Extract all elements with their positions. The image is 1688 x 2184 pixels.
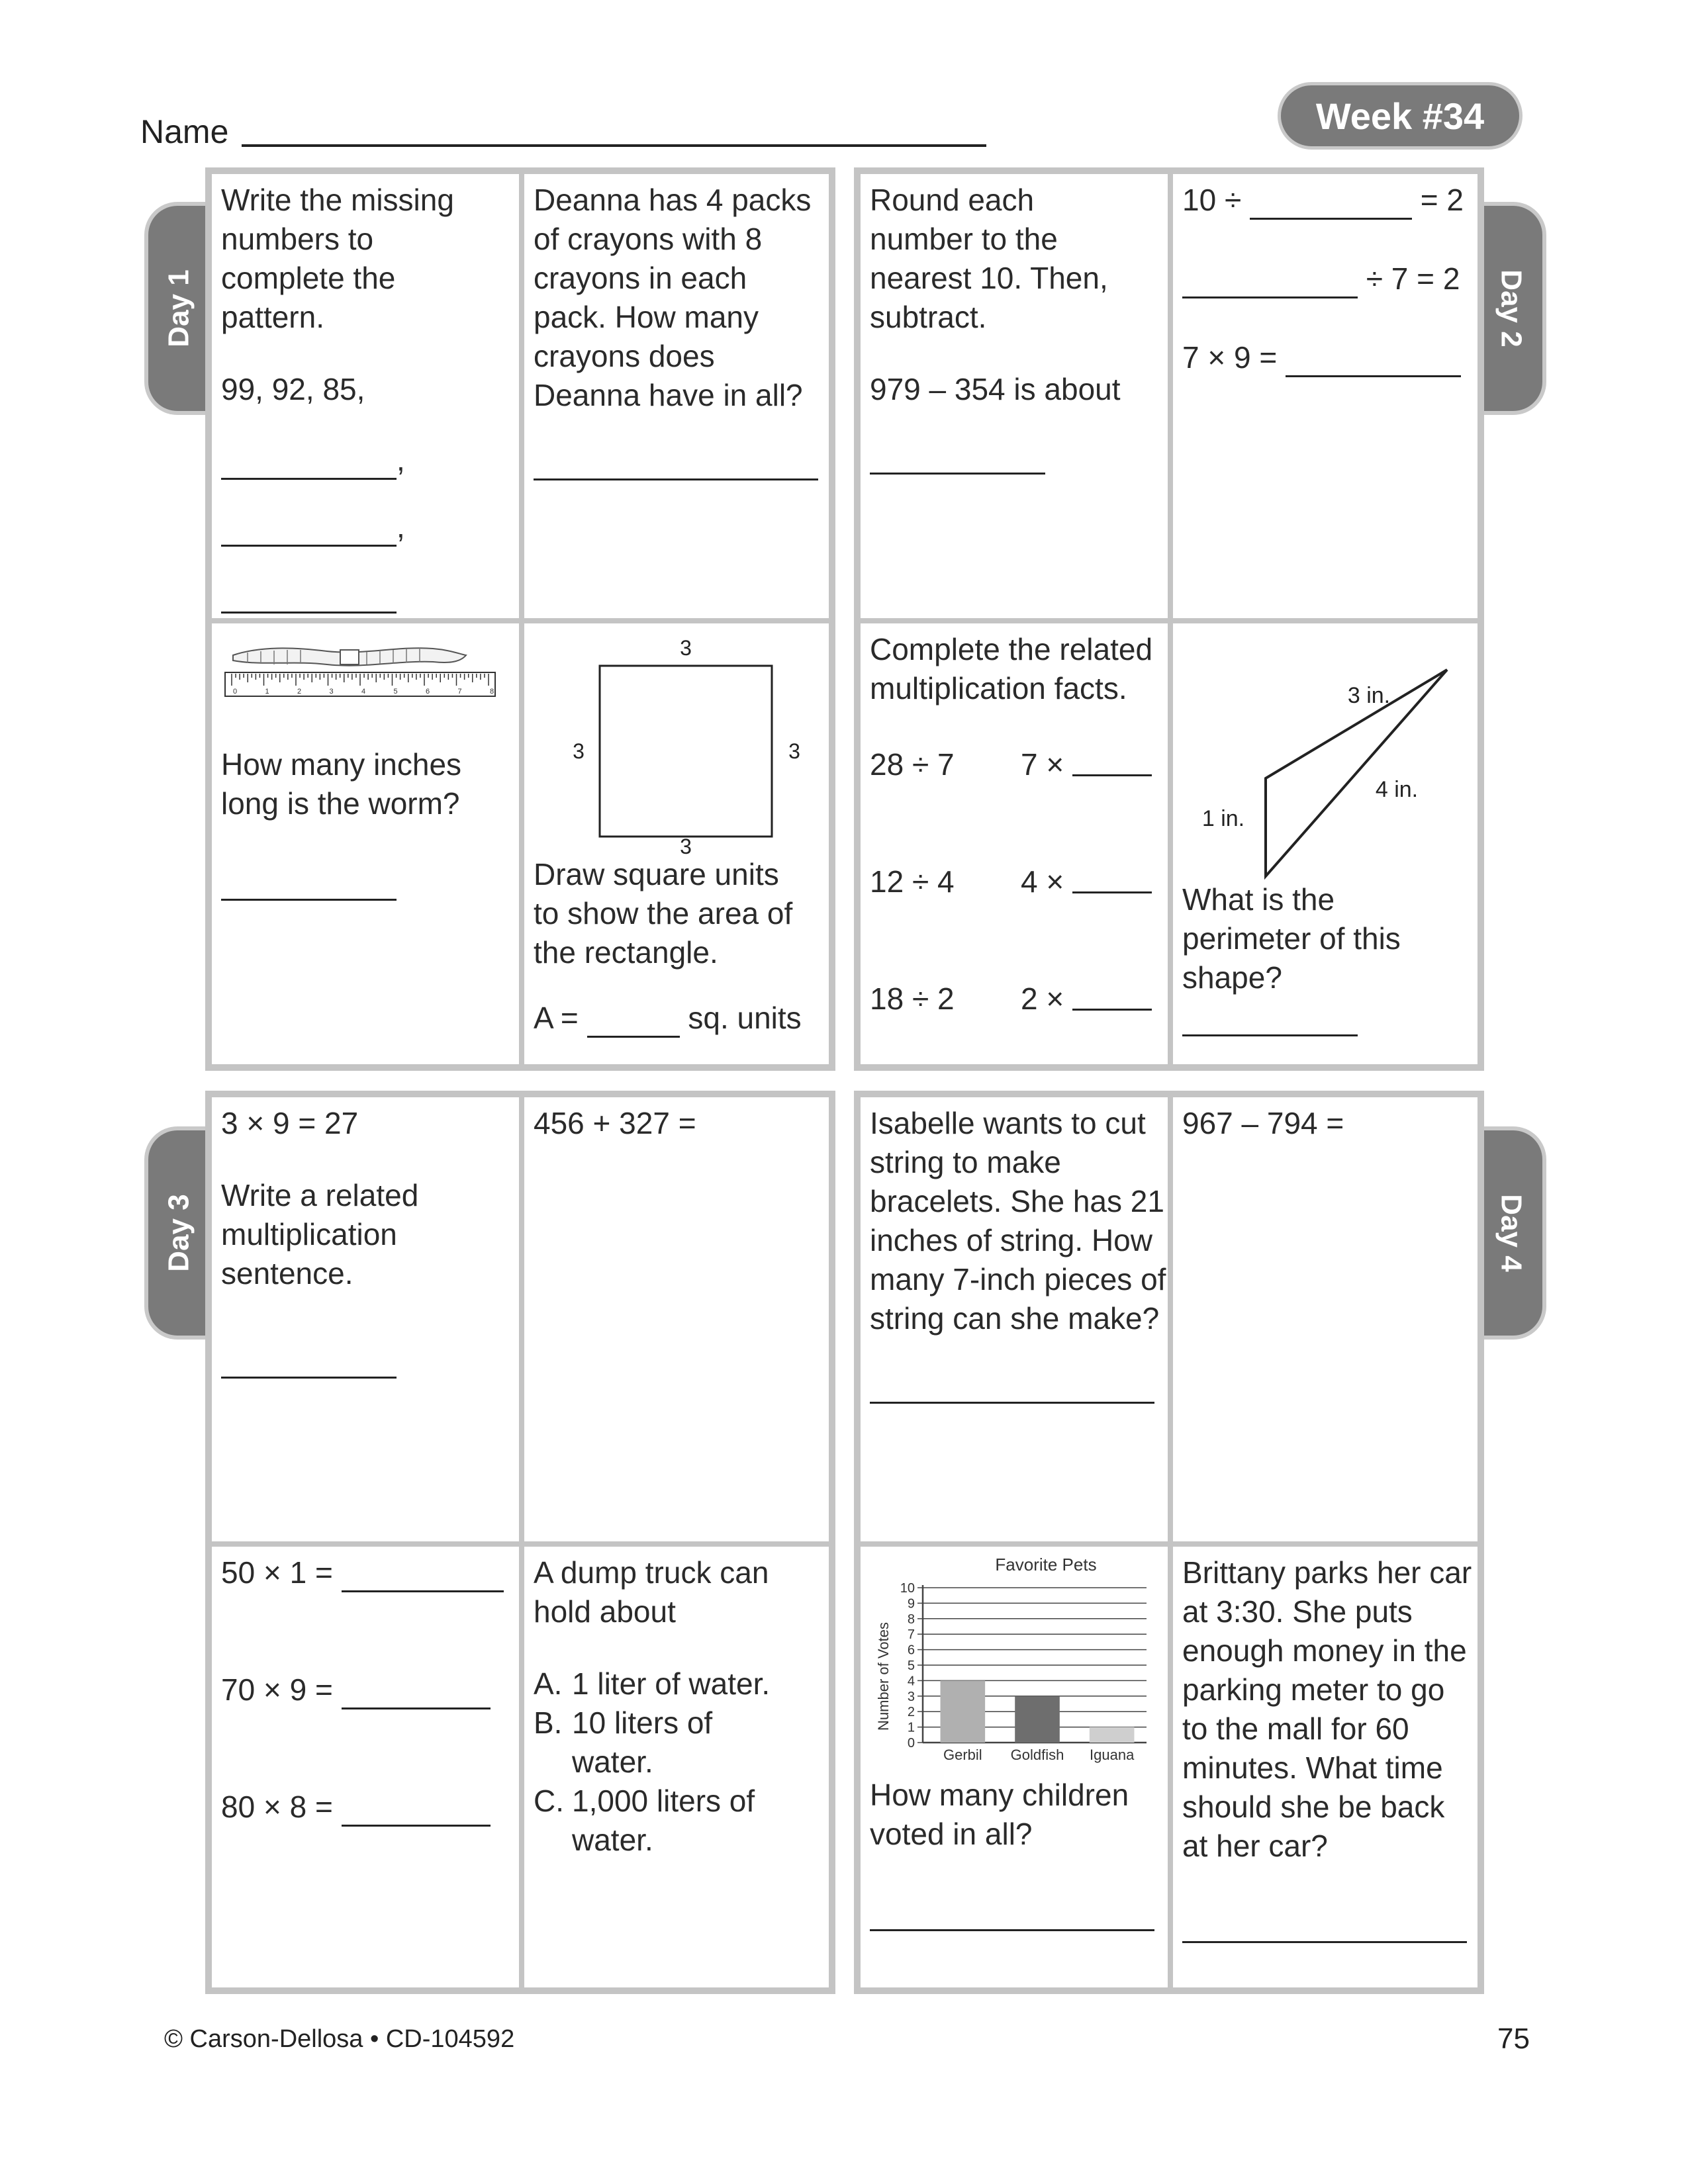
- chart-y-tick-label: 9: [907, 1596, 915, 1612]
- addition-problem: 456 + 327 =: [534, 1106, 696, 1140]
- triangle-label-right: 4 in.: [1375, 777, 1419, 802]
- chart-y-tick-label: 3: [907, 1689, 915, 1704]
- square-shape: [600, 666, 772, 837]
- triangle-label-left: 1 in.: [1201, 806, 1245, 831]
- parking-prompt: Brittany parks her car at 3:30. She puts enough money in the parking meter to go to the mall for 60 minutes. What time should she be back at her car?: [1182, 1555, 1472, 1863]
- chart-bar-goldfish: [1015, 1696, 1060, 1743]
- ruler-tick-label: 5: [393, 688, 398, 696]
- chart-title: Favorite Pets: [995, 1555, 1097, 1574]
- worm-ruler-illustration: [221, 634, 499, 707]
- chart-y-tick-label: 4: [907, 1674, 915, 1689]
- related-answer-1[interactable]: [1072, 745, 1152, 776]
- chart-y-tick-label: 0: [907, 1736, 915, 1751]
- name-label: Name: [140, 113, 229, 150]
- chart-y-tick-label: 10: [900, 1581, 915, 1596]
- favorite-pets-chart: [861, 1551, 1152, 1776]
- multiply-cell: 50 × 1 = 70 × 9 = 80 × 8 =: [209, 1544, 522, 1990]
- division-answer-1[interactable]: [1250, 189, 1412, 220]
- name-field[interactable]: [242, 144, 986, 147]
- pattern-answer-2[interactable]: [221, 516, 397, 547]
- string-answer[interactable]: [870, 1373, 1154, 1404]
- chart-y-axis-label: Number of Votes: [875, 1622, 892, 1731]
- truck-choice-a[interactable]: A. 1 liter of water.: [534, 1666, 771, 1701]
- round-cell: [858, 171, 1170, 621]
- perimeter-question: What is the perimeter of this shape?: [1182, 882, 1401, 995]
- square-side-bottom: 3: [680, 835, 692, 855]
- multiply-answer-3[interactable]: [342, 1796, 491, 1827]
- ruler-tick-label: 4: [361, 688, 366, 696]
- pets-chart-cell: [858, 1544, 1170, 1990]
- fact-answer[interactable]: [221, 1347, 397, 1379]
- worm-question: How many inches long is the worm?: [221, 747, 462, 821]
- day-2-tab: Day 2: [1480, 202, 1546, 415]
- division-cell: 10 ÷ = 2 ÷ 7 = 2 7 × 9 =: [1170, 171, 1480, 621]
- triangle-diagram: [1176, 630, 1467, 882]
- related-prompt: Complete the related multiplication facts.: [870, 632, 1153, 705]
- area-prompt: Draw square units to show the area of the rectangle.: [534, 857, 793, 970]
- multiply-answer-1[interactable]: [342, 1561, 504, 1592]
- square-side-left: 3: [573, 739, 585, 763]
- chart-y-tick-label: 8: [907, 1612, 915, 1627]
- division-answer-3[interactable]: [1286, 346, 1461, 377]
- pattern-answer-1[interactable]: [221, 449, 397, 480]
- parking-cell: [1170, 1544, 1480, 1990]
- day-4-tab: Day 4: [1480, 1126, 1546, 1340]
- related-sentence-cell: [209, 1095, 522, 1544]
- chart-y-tick-label: 2: [907, 1705, 915, 1720]
- pattern-prompt: Write the missing numbers to complete the pattern.: [221, 183, 454, 334]
- truck-prompt: A dump truck can hold about: [534, 1555, 769, 1629]
- page-number: 75: [1497, 2023, 1530, 2055]
- worm-band: [340, 650, 359, 664]
- ruler-tick-label: 0: [233, 688, 238, 696]
- string-prompt: Isabelle wants to cut string to make bracelets. She has 21 inches of string. How many 7-inch pieces of string can she make?: [870, 1106, 1166, 1336]
- truck-cell: [522, 1544, 831, 1990]
- worm-answer[interactable]: [221, 870, 397, 901]
- subtraction-cell: [1170, 1095, 1480, 1544]
- round-problem: 979 – 354 is about: [870, 372, 1121, 406]
- pattern-cell: Write the missing numbers to complete the pattern. 99, 92, 85, , ,: [209, 171, 522, 621]
- crayons-answer[interactable]: [534, 449, 818, 480]
- chart-y-tick-label: 5: [907, 1659, 915, 1673]
- addition-cell: [522, 1095, 831, 1544]
- subtraction-problem: 967 – 794 =: [1182, 1106, 1344, 1140]
- square-side-right: 3: [788, 739, 800, 763]
- crayons-prompt: Deanna has 4 packs of crayons with 8 crayons in each pack. How many crayons does Deanna have in all?: [534, 183, 812, 412]
- truck-choice-b[interactable]: B. 10 liters of water.: [534, 1706, 713, 1779]
- round-prompt: Round each number to the nearest 10. Then, subtract.: [870, 183, 1108, 334]
- area-answer[interactable]: [587, 1007, 680, 1038]
- ruler-tick-label: 8: [490, 688, 494, 696]
- square-diagram: [527, 630, 818, 855]
- ruler-tick-label: 3: [329, 688, 334, 696]
- chart-x-tick-label: Goldfish: [1010, 1747, 1064, 1763]
- division-answer-2[interactable]: [1182, 267, 1358, 298]
- related-row: 18 ÷ 2 2 ×: [870, 979, 1158, 1019]
- square-side-top: 3: [680, 636, 692, 660]
- truck-choice-c[interactable]: C. 1,000 liters of water.: [534, 1784, 755, 1857]
- pets-question: How many children voted in all?: [870, 1778, 1129, 1851]
- related-answer-3[interactable]: [1072, 979, 1152, 1011]
- day-1-tab: Day 1: [144, 202, 211, 415]
- perimeter-cell: [1170, 621, 1480, 1067]
- crayons-cell: [522, 171, 831, 621]
- parking-answer[interactable]: [1182, 1912, 1467, 1943]
- ruler-tick-label: 7: [457, 688, 462, 696]
- related-row: 28 ÷ 7 7 ×: [870, 745, 1158, 784]
- round-answer[interactable]: [870, 443, 1045, 475]
- ruler-tick-label: 6: [426, 688, 430, 696]
- chart-bar-iguana: [1090, 1727, 1135, 1743]
- string-cell: [858, 1095, 1170, 1544]
- pattern-sequence: 99, 92, 85,: [221, 372, 365, 406]
- related-answer-2[interactable]: [1072, 862, 1152, 893]
- pets-answer[interactable]: [870, 1900, 1154, 1931]
- chart-y-tick-label: 1: [907, 1720, 915, 1735]
- ruler-tick-label: 1: [265, 688, 269, 696]
- multiply-answer-2[interactable]: [342, 1678, 491, 1709]
- related-facts-cell: [858, 621, 1170, 1067]
- triangle-label-top: 3 in.: [1347, 683, 1391, 708]
- chart-bar-gerbil: [941, 1680, 986, 1743]
- fact-prompt: Write a related multiplication sentence.: [221, 1178, 419, 1291]
- day-3-tab: Day 3: [144, 1126, 211, 1340]
- ruler-tick-label: 2: [297, 688, 302, 696]
- chart-y-tick-label: 7: [907, 1627, 915, 1643]
- chart-x-tick-label: Iguana: [1090, 1747, 1135, 1763]
- area-cell: 3 3 3 3 Draw square units to show the area of the rectangle. A = sq. units: [522, 621, 831, 1067]
- chart-y-tick-label: 6: [907, 1643, 915, 1658]
- worm-cell: [209, 621, 522, 1067]
- related-row: 12 ÷ 4 4 ×: [870, 862, 1158, 901]
- perimeter-answer[interactable]: [1182, 1005, 1358, 1036]
- fact-equation: 3 × 9 = 27: [221, 1106, 359, 1140]
- week-badge: Week #34: [1278, 82, 1523, 150]
- chart-x-tick-label: Gerbil: [943, 1747, 982, 1763]
- copyright: © Carson-Dellosa • CD-104592: [164, 2025, 515, 2053]
- pattern-answer-3[interactable]: [221, 582, 397, 614]
